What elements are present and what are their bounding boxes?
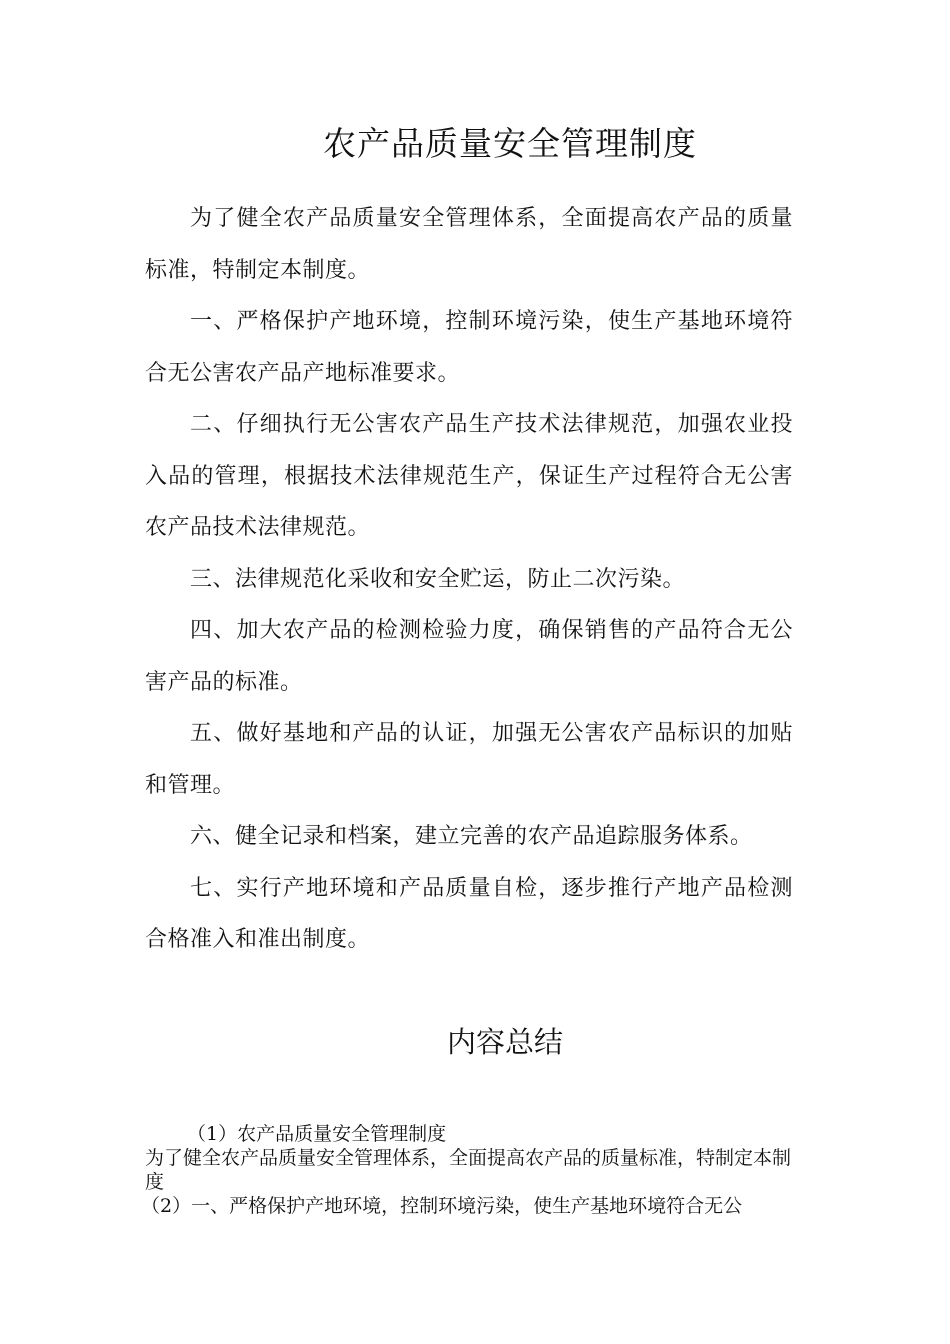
paragraph-item-4: 四、加大农产品的检测检验力度，确保销售的产品符合无公害产品的标准。 [145,618,793,695]
document-title: 农产品质量安全管理制度 [323,124,697,163]
paragraph-item-5: 五、做好基地和产品的认证，加强无公害农产品标识的加贴和管理。 [145,721,793,798]
summary-section [141,1122,800,1218]
paragraph-item-3: 三、法律规范化采收和安全贮运，防止二次污染。 [190,566,686,592]
summary-item-1-text: 为了健全农产品质量安全管理体系，全面提高农产品的质量标准，特制定本制度 [145,1147,792,1193]
summary-title: 内容总结 [446,1025,563,1059]
paragraph-intro: 为了健全农产品质量安全管理体系，全面提高农产品的质量标准，特制定本制度。 [145,206,793,283]
summary-item-1-heading: （1）农产品质量安全管理制度 [187,1123,447,1145]
paragraph-item-7: 七、实行产地环境和产品质量自检，逐步推行产地产品检测合格准入和准出制度。 [145,875,793,952]
paragraph-item-1: 一、严格保护产地环境，控制环境污染，使生产基地环境符合无公害农产品产地标准要求。 [145,309,793,386]
summary-item-2-text: （2）一、严格保护产地环境，控制环境污染，使生产基地环境符合无公 [141,1195,743,1217]
paragraph-item-2: 二、仔细执行无公害农产品生产技术法律规范，加强农业投入品的管理，根据技术法律规范生产，保证生产过程符合无公害农产品技术法律规范。 [145,412,793,540]
paragraph-item-6: 六、健全记录和档案，建立完善的农产品追踪服务体系。 [190,824,753,849]
document-body [145,193,793,966]
